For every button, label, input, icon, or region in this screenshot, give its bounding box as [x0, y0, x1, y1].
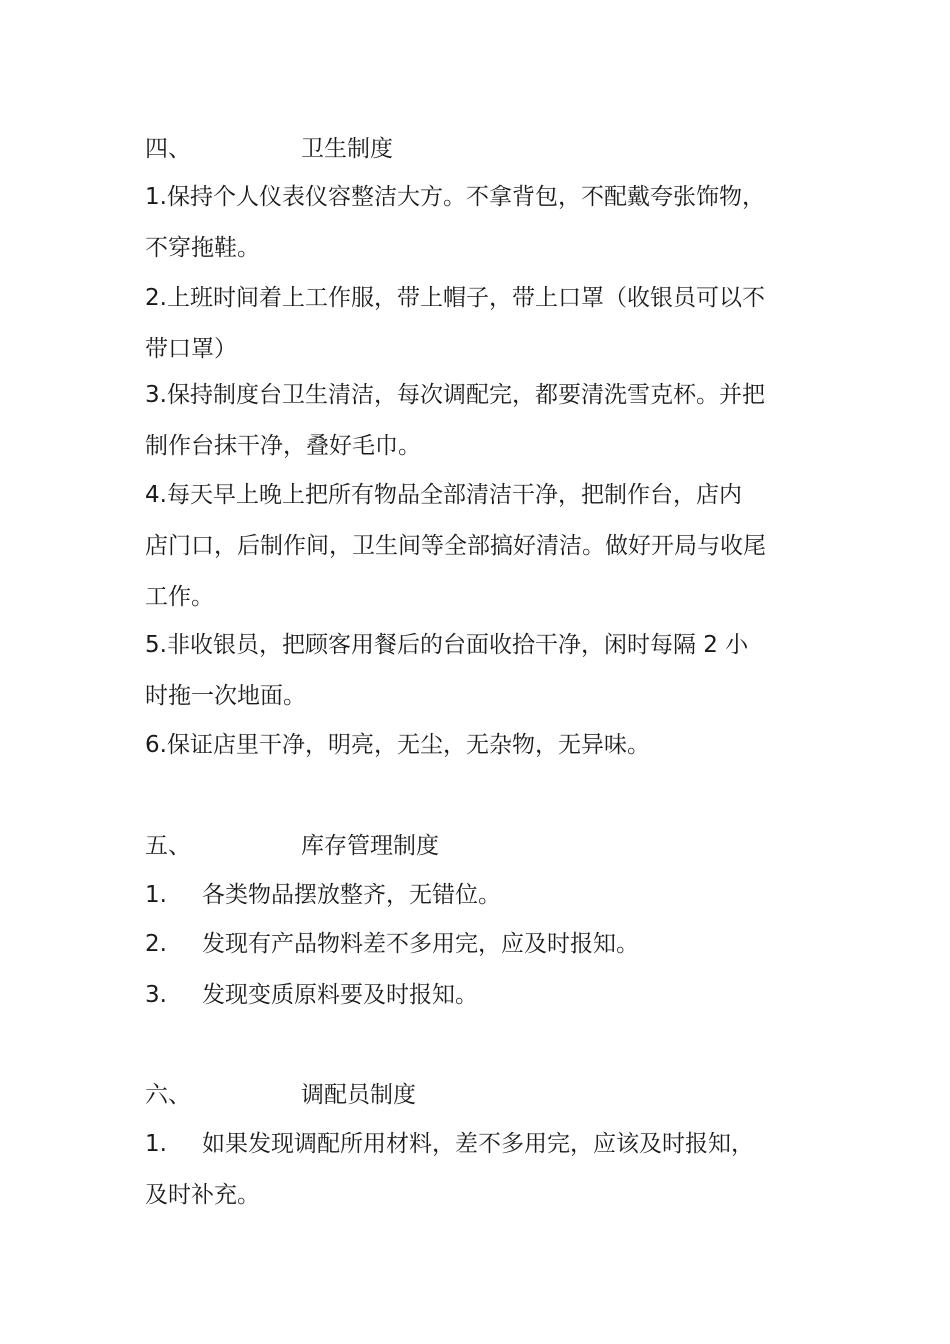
list-item — [145, 370, 813, 472]
paragraph-line: 6.保证店里干净，明亮，无尘，无杂物，无异味。 — [145, 732, 650, 758]
list-item — [145, 620, 813, 722]
section-number: 六、 — [145, 1082, 191, 1108]
section-title: 卫生制度 — [301, 136, 393, 162]
list-number: 2. — [145, 931, 167, 957]
list-text: 各类物品摆放整齐，无错位。 — [202, 882, 501, 908]
list-text: 如果发现调配所用材料，差不多用完，应该及时报知， — [202, 1131, 754, 1157]
list-number: 1. — [145, 1131, 167, 1157]
paragraph-line: 时拖一次地面。 — [145, 683, 306, 709]
list-text: 及时补充。 — [145, 1182, 260, 1208]
list-number: 3. — [145, 982, 167, 1008]
list-item — [145, 172, 813, 274]
paragraph-line: 3.保持制度台卫生清洁，每次调配完，都要清洗雪克杯。并把 — [145, 382, 765, 408]
paragraph-line: 不穿拖鞋。 — [145, 235, 260, 261]
list-item — [145, 273, 813, 375]
paragraph-line: 带口罩） — [145, 336, 237, 362]
list-text: 发现有产品物料差不多用完，应及时报知。 — [202, 931, 639, 957]
paragraph-line: 2.上班时间着上工作服，带上帽子，带上口罩（收银员可以不 — [145, 285, 765, 311]
paragraph-line: 5.非收银员，把顾客用餐后的台面收拾干净，闲时每隔 2 小 — [145, 632, 749, 658]
paragraph-line: 工作。 — [145, 584, 214, 610]
list-text: 发现变质原料要及时报知。 — [202, 982, 478, 1008]
section-number: 五、 — [145, 833, 191, 859]
paragraph-line: 店门口，后制作间，卫生间等全部搞好清洁。做好开局与收尾 — [145, 533, 766, 559]
list-item — [145, 470, 813, 623]
paragraph-line: 1.保持个人仪表仪容整洁大方。不拿背包，不配戴夸张饰物， — [145, 184, 765, 210]
paragraph-line: 制作台抹干净，叠好毛巾。 — [145, 433, 421, 459]
section-number: 四、 — [145, 136, 191, 162]
section-title: 调配员制度 — [301, 1082, 416, 1108]
list-number: 1. — [145, 882, 167, 908]
paragraph-line: 4.每天早上晚上把所有物品全部清洁干净，把制作台，店内 — [145, 482, 742, 508]
section-title: 库存管理制度 — [301, 833, 439, 859]
list-item — [145, 720, 813, 771]
